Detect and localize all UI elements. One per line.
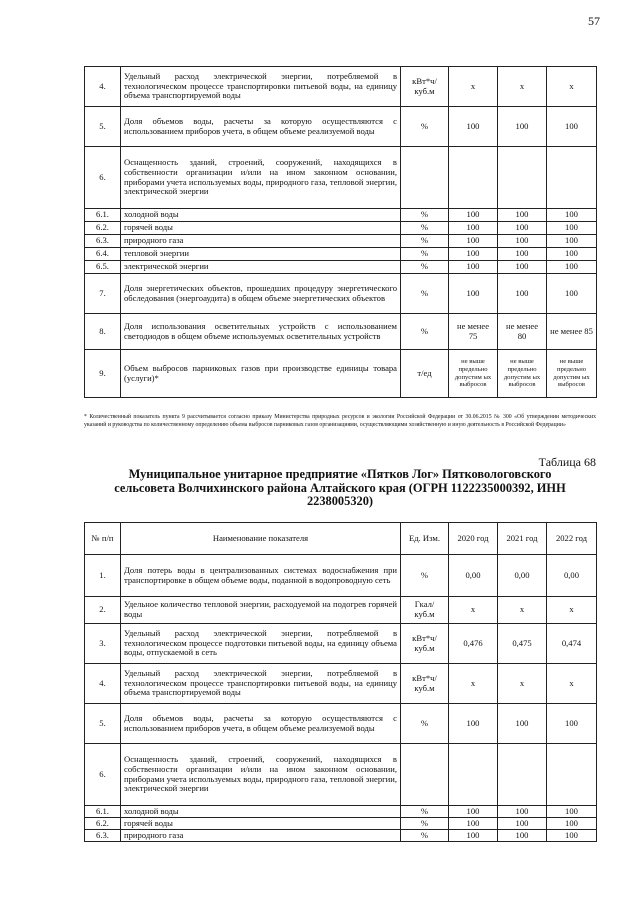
indicator-name: Удельный расход электрической энергии, потребляемой в технологическом процессе подготовки питьевой воды, на единицу объема воды, отпускаемой в сеть [121,624,401,664]
value-2020: 100 [449,830,498,842]
value-2021: x [498,597,547,624]
table-row [85,744,597,806]
unit: % [401,555,449,597]
value-2020: x [449,597,498,624]
value-2021: 100 [498,222,547,235]
indicator-name: горячей воды [121,818,401,830]
value-2021: 100 [498,209,547,222]
unit: % [401,704,449,744]
value-2022: 100 [547,818,597,830]
table-header-row [85,523,597,555]
value-2022: 100 [547,107,597,147]
value-2021: 100 [498,806,547,818]
table-label: Таблица 68 [538,455,596,469]
value-2021: 100 [498,107,547,147]
value-2020: 100 [449,806,498,818]
indicator-name: горячей воды [121,222,401,235]
indicator-name: Удельный расход электрической энергии, потребляемой в технологическом процессе транспортировки питьевой воды, на единицу объема транспортируемой воды [121,664,401,704]
row-number: 6.3. [85,830,121,842]
indicator-name: Доля объемов воды, расчеты за которую осуществляются с использованием приборов учета, в общем объеме реализуемой воды [121,107,401,147]
indicator-name: Оснащенность зданий, строений, сооружений, находящихся в собственности организации и/или на ином законном основании, приборами учета используемых воды, природного газа, тепловой энергии, электрической энергии [121,147,401,209]
unit: % [401,314,449,350]
value-2020: не выше предельно допустим ых выбросов [449,350,498,398]
unit: кВт*ч/ куб.м [401,664,449,704]
header-number: № п/п [85,523,121,555]
indicator-name: природного газа [121,830,401,842]
unit [401,147,449,209]
row-number: 9. [85,350,121,398]
unit: % [401,830,449,842]
value-2021: 0,475 [498,624,547,664]
table-row [85,261,597,274]
unit: % [401,274,449,314]
value-2022: 0,00 [547,555,597,597]
header-2020: 2020 год [449,523,498,555]
value-2022: 100 [547,209,597,222]
value-2021 [498,147,547,209]
row-number: 4. [85,664,121,704]
unit: % [401,209,449,222]
row-number: 6.4. [85,248,121,261]
page-number: 57 [588,14,600,28]
value-2021: не менее 80 [498,314,547,350]
value-2022: не выше предельно допустим ых выбросов [547,350,597,398]
value-2020: 0,00 [449,555,498,597]
value-2022: 100 [547,222,597,235]
indicators-table [84,522,597,842]
value-2020: x [449,67,498,107]
row-number: 5. [85,704,121,744]
unit: % [401,818,449,830]
indicator-name: Доля потерь воды в централизованных системах водоснабжения при транспортировке в общем объеме воды, поданной в водопроводную сеть [121,555,401,597]
value-2022: не менее 85 [547,314,597,350]
table-row [85,235,597,248]
unit: % [401,806,449,818]
indicator-name: Доля объемов воды, расчеты за которую осуществляются с использованием приборов учета, в общем объеме реализуемой воды [121,704,401,744]
unit: % [401,248,449,261]
header-name: Наименование показателя [121,523,401,555]
indicator-name: Удельное количество тепловой энергии, расходуемой на подогрев горячей воды [121,597,401,624]
unit: % [401,235,449,248]
table-row [85,350,597,398]
indicator-name: Удельный расход электрической энергии, потребляемой в технологическом процессе транспортировки питьевой воды, на единицу объема транспортируемой воды [121,67,401,107]
footnote: * Количественный показатель пункта 9 рассчитывается согласно приказу Министерства природных ресурсов и экологии Российской Федерации от 30.06.2015 № 300 «Об утверждении методических указаний и руководства по количественному определению объема выбросов парниковых газов организациями, осуществляющими хозяйственную и иную деятельность в Российской Федерации» [84,414,596,428]
unit: кВт*ч/ куб.м [401,67,449,107]
indicator-name: Объем выбросов парниковых газов при производстве единицы товара (услуги)* [121,350,401,398]
value-2020: 0,476 [449,624,498,664]
row-number: 2. [85,597,121,624]
indicators-table-continued [84,66,597,398]
value-2021: x [498,664,547,704]
table-row [85,818,597,830]
value-2022: 100 [547,806,597,818]
value-2021: 100 [498,274,547,314]
indicator-name: природного газа [121,235,401,248]
value-2020: 100 [449,209,498,222]
unit: Гкал/ куб.м [401,597,449,624]
table-row [85,147,597,209]
value-2020: 100 [449,704,498,744]
table-row [85,704,597,744]
value-2021: 100 [498,248,547,261]
value-2021: 100 [498,830,547,842]
indicator-name: холодной воды [121,209,401,222]
indicator-name: холодной воды [121,806,401,818]
indicator-name: Доля использования осветительных устройств с использованием светодиодов в общем объеме используемых осветительных устройств [121,314,401,350]
table-row [85,597,597,624]
value-2020: 100 [449,107,498,147]
row-number: 6.1. [85,806,121,818]
value-2020: 100 [449,274,498,314]
unit [401,744,449,806]
value-2021 [498,744,547,806]
indicator-name: электрической энергии [121,261,401,274]
value-2020: 100 [449,818,498,830]
table-row [85,67,597,107]
row-number: 6.3. [85,235,121,248]
table-title: Муниципальное унитарное предприятие «Пятков Лог» Пятковологовского сельсовета Волчихинского района Алтайского края (ОГРН 1122235000392, ИНН 2238005320) [114,467,566,509]
value-2020 [449,147,498,209]
table-row [85,209,597,222]
row-number: 6.1. [85,209,121,222]
row-number: 4. [85,67,121,107]
row-number: 6.2. [85,222,121,235]
value-2022: 0,474 [547,624,597,664]
table-row [85,274,597,314]
value-2022: x [547,67,597,107]
table-row [85,555,597,597]
value-2022: 100 [547,248,597,261]
header-2021: 2021 год [498,523,547,555]
value-2021: не выше предельно допустим ых выбросов [498,350,547,398]
value-2022: x [547,664,597,704]
value-2021: 100 [498,261,547,274]
value-2020: 100 [449,248,498,261]
value-2020 [449,744,498,806]
indicator-name: Доля энергетических объектов, прошедших процедуру энергетического обследования (энергоаудита) в общем объеме энергетических объектов [121,274,401,314]
indicator-name: Оснащенность зданий, строений, сооружений, находящихся в собственности организации и/или на ином законном основании, приборами учета используемых воды, природного газа, тепловой энергии, электрической энергии [121,744,401,806]
value-2022: 100 [547,704,597,744]
indicator-name: тепловой энергии [121,248,401,261]
row-number: 7. [85,274,121,314]
value-2022: 100 [547,235,597,248]
unit: % [401,222,449,235]
value-2022: 100 [547,830,597,842]
unit: кВт*ч/ куб.м [401,624,449,664]
table-row [85,248,597,261]
table-row [85,107,597,147]
value-2022 [547,744,597,806]
row-number: 5. [85,107,121,147]
table-row [85,806,597,818]
table-row [85,222,597,235]
row-number: 6. [85,147,121,209]
unit: т/ед [401,350,449,398]
unit: % [401,107,449,147]
header-unit: Ед. Изм. [401,523,449,555]
table-row [85,624,597,664]
table-row [85,830,597,842]
row-number: 1. [85,555,121,597]
value-2021: x [498,67,547,107]
value-2020: не менее 75 [449,314,498,350]
row-number: 6.2. [85,818,121,830]
value-2020: 100 [449,235,498,248]
value-2020: 100 [449,222,498,235]
value-2021: 100 [498,704,547,744]
value-2020: 100 [449,261,498,274]
value-2022: 100 [547,274,597,314]
value-2021: 100 [498,818,547,830]
row-number: 6. [85,744,121,806]
row-number: 3. [85,624,121,664]
value-2020: x [449,664,498,704]
value-2022 [547,147,597,209]
table-row [85,664,597,704]
row-number: 6.5. [85,261,121,274]
value-2022: 100 [547,261,597,274]
value-2021: 0,00 [498,555,547,597]
value-2021: 100 [498,235,547,248]
header-2022: 2022 год [547,523,597,555]
table-row [85,314,597,350]
row-number: 8. [85,314,121,350]
value-2022: x [547,597,597,624]
unit: % [401,261,449,274]
